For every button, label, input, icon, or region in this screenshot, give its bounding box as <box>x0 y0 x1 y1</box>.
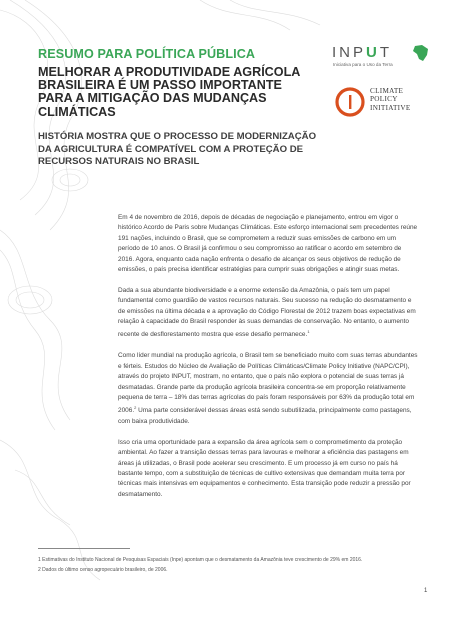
document-subtitle: HISTÓRIA MOSTRA QUE O PROCESSO DE MODERNIZAÇÃO DA AGRICULTURA É COMPATÍVEL COM A PROTEÇÃO DE RECURSOS NATURAIS NO BRASIL <box>38 131 317 168</box>
input-logo-tagline: Iniciativa para o Uso da Terra <box>333 62 393 67</box>
input-logo-wordmark: INPUT <box>332 44 393 61</box>
footnote-2: 2 Dados do último censo agropecuário brasileiro, de 2006. <box>38 566 168 573</box>
footnote-ref-1: 1 <box>307 329 310 335</box>
page-number: 1 <box>424 588 428 594</box>
cpi-circle-icon <box>334 86 366 118</box>
document-kicker: RESUMO PARA POLÍTICA PÚBLICA <box>38 47 256 61</box>
footnote-divider <box>38 548 130 549</box>
body-text <box>118 213 418 511</box>
document-title: MELHORAR A PRODUTIVIDADE AGRÍCOLA BRASILEIRA É UM PASSO IMPORTANTE PARA A MITIGAÇÃO DAS MUDANÇAS CLIMÁTICAS <box>38 65 300 119</box>
footnote-1: 1 Estimativas do Instituto Nacional de Pesquisas Espaciais (Inpe) apontam que o desmatamento da Amazônia teve crescimento de 29% em 2016. <box>38 557 363 563</box>
paragraph-2: Dada a sua abundante biodiversidade e a enorme extensão da Amazônia, o país tem um papel fundamental como guardião de vastos recursos naturais. Seu sucesso na redução do desmatamento e de emissões na última década e a aprovação do Código Florestal de 2012 trazem boas expectativas em relação à capacidade do Brasil responder às suas demandas de conservação. No entanto, o aumento recente de desflorestamento mostra que esse desafio permanece.$^1$ <box>118 286 416 339</box>
footnotes <box>38 556 418 575</box>
footnote-ref-2: 2 <box>134 405 137 411</box>
input-logo <box>330 44 430 74</box>
cpi-logo <box>334 86 430 126</box>
cpi-logo-text: CLIMATE POLICY INITIATIVE <box>370 87 411 112</box>
paragraph-3: Como líder mundial na produção agrícola, o Brasil tem se beneficiado muito com suas terras abundantes e férteis. Estudos do Núcleo de Avaliação de Políticas Climáticas/Climate Policy Initiative (NAPC/CPI), através do projeto INPUT, mostram, no entanto, que o país não explora o potencial de suas terras já desmatadas. Grande parte da produção agrícola brasileira concentra-se em proporção relativamente pequena de terra – 18% das terras agrícolas do país foram responsáveis por 63% da produção total em 2006.$^2$ Uma parte considerável dessas áreas está sendo subutilizada, principalmente como pastagens, com baixa produtividade. <box>118 352 418 425</box>
paragraph-1: Em 4 de novembro de 2016, depois de décadas de negociação e planejamento, entrou em vigor o histórico Acordo de Paris sobre Mudanças Climáticas. Este esforço internacional sem precedentes reúne 191 nações, incluindo o Brasil, que se comprometem a reduzir suas emissões de carbono em um período de 10 anos. O Brasil já confirmou o seu compromisso ao ratificar o acordo em setembro de 2016. Agora, enquanto cada nação enfrenta o desafio de alcançar os seus objetivos de redução de emissões, o país precisa identificar estratégias para cumprir suas obrigações e atingir suas metas. <box>118 214 418 274</box>
paragraph-4: Isso cria uma oportunidade para a expansão da área agrícola sem o comprometimento da proteção ambiental. Ao fazer a transição dessas terras para lavouras e melhorar a eficiência das pastagens em áreas já utilizadas, o Brasil pode acelerar seu crescimento. E um processo já em curso no país há bastante tempo, com a substituição de técnicas de cultivo extensivas que demandam muita terra por técnicas mais intensivas em equipamentos e conhecimento. Esta transição pode reduzir a pressão por desmatamento. <box>118 438 411 498</box>
brazil-map-icon <box>412 44 430 62</box>
